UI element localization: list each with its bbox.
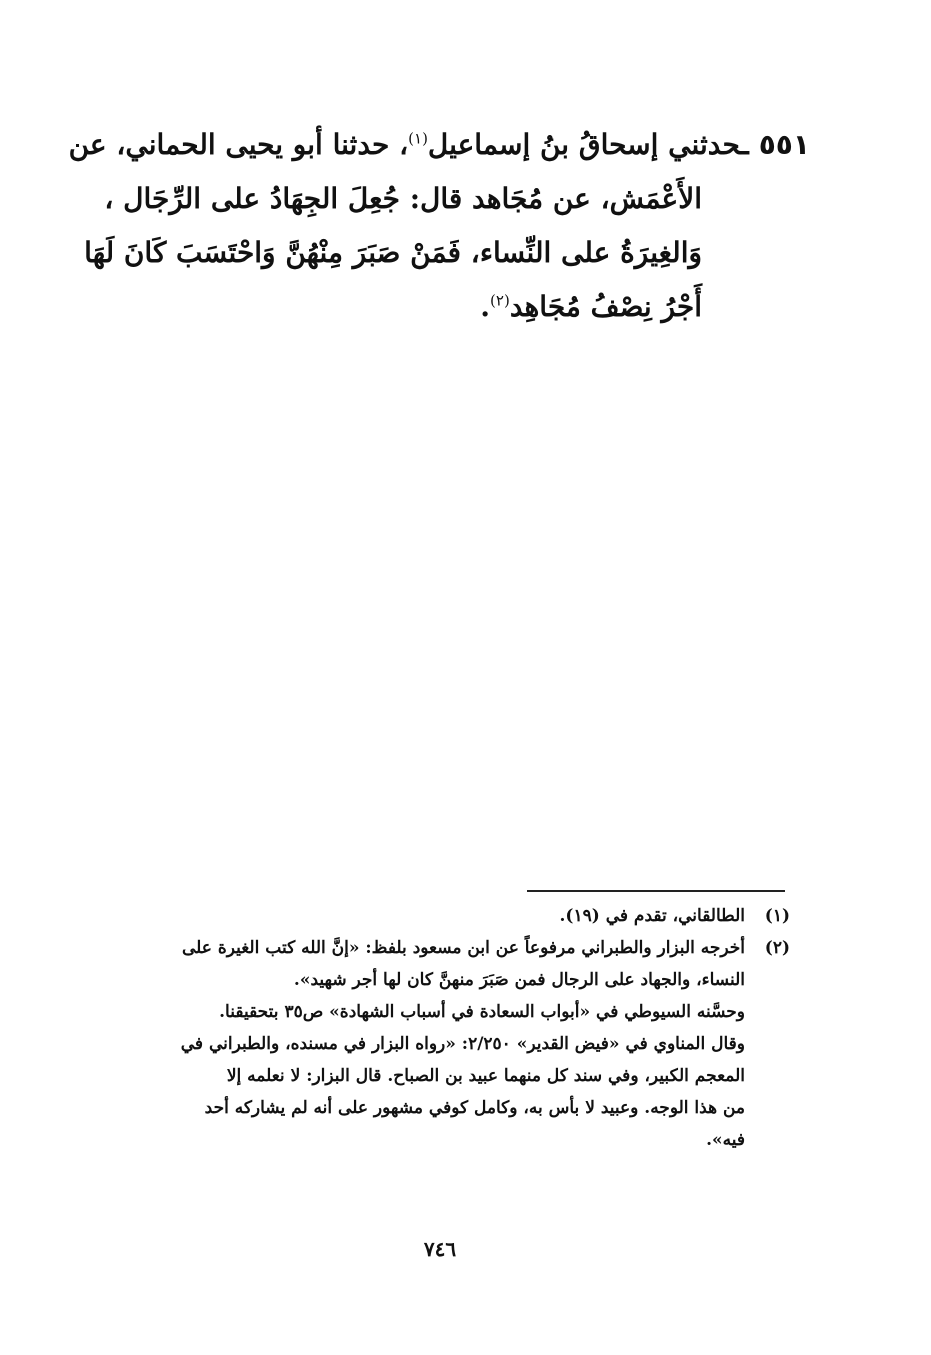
footnote-ref-2[interactable]: (٢)	[490, 291, 510, 310]
hadith-line-1b: ، حدثنا أبو يحيى الحماني، عن	[68, 128, 409, 161]
footnote-1-mark: (١)	[764, 906, 790, 926]
page-number: ٧٤٦	[423, 1237, 457, 1261]
footnote-2-line-2: النساء، والجهاد على الرجال فمن صَبَرَ منهنَّ كان لها أجر شهيد».	[293, 970, 745, 990]
hadith-line-4-text: أَجْرُ نِصْفُ مُجَاهِد	[509, 290, 702, 323]
footnote-2-line-1: أخرجه البزار والطبراني مرفوعاً عن ابن مسعود بلفظ: «إنَّ الله كتب الغيرة على	[181, 938, 745, 958]
hadith-line-4	[90, 280, 810, 334]
footnote-2-line-4: وقال المناوي في «فيض القدير» ٢/٢٥٠: «رواه البزار في مسنده، والطبراني في	[180, 1034, 745, 1054]
hadith-line-1	[68, 118, 810, 172]
footnote-1	[100, 900, 790, 932]
hadith-line-3: وَالغِيرَةُ على النِّساء، فَمَنْ صَبَرَ مِنْهُنَّ وَاحْتَسَبَ كَانَ لَهَا	[84, 236, 702, 269]
hadith-line-2: الأَعْمَش، عن مُجَاهد قال: جُعِلَ الجِهَادُ على الرِّجَال ،	[104, 182, 702, 215]
hadith-number: ٥٥١	[758, 128, 810, 161]
footnote-1-text: الطالقاني، تقدم في (١٩).	[559, 906, 745, 926]
hadith-text-block	[68, 118, 810, 334]
footnote-2-mark: (٢)	[764, 938, 790, 958]
footnote-divider	[527, 890, 785, 892]
hadith-paragraph	[68, 118, 810, 334]
footnote-2	[100, 932, 790, 1156]
footnote-2-line-7: فيه».	[706, 1130, 745, 1150]
footnote-2-line-5: المعجم الكبير، وفي سند كل منهما عبيد بن الصباح. قال البزار: لا نعلمه إلا	[226, 1066, 745, 1086]
footnote-ref-1[interactable]: (١)	[408, 129, 428, 148]
footnotes-block	[100, 900, 790, 1156]
footnote-2-line-3: وحسَّنه السيوطي في «أبواب السعادة في أسباب الشهادة» ص٣٥ بتحقيقنا.	[219, 1002, 745, 1022]
footnote-2-line-6: من هذا الوجه. وعبيد لا بأس به، وكامل كوفي مشهور على أنه لم يشاركه أحد	[204, 1098, 745, 1118]
hadith-line-1a: ـحدثني إسحاقُ بنُ إسماعيل	[427, 128, 749, 161]
hadith-end-punct: .	[480, 290, 491, 323]
